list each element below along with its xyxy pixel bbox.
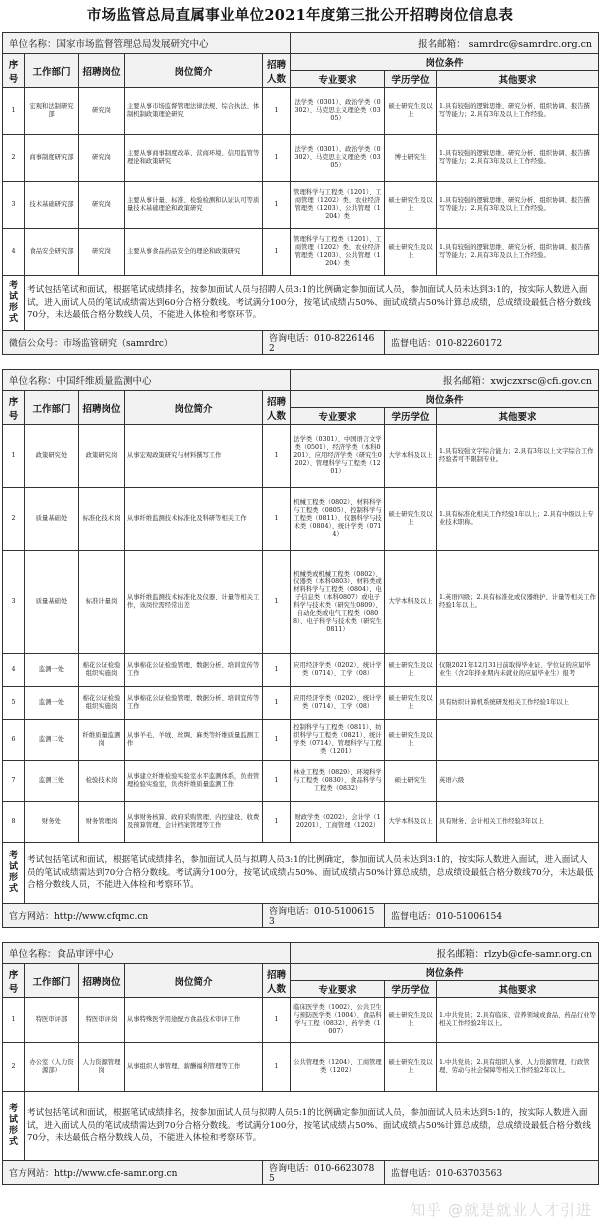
cell-degree: 硕士研究生及以上	[385, 654, 437, 687]
cell-degree: 大学本科及以上	[385, 802, 437, 843]
cell-desc: 从事羊毛、羊绒、丝绸、麻类等纤维质量监测工作	[125, 720, 263, 761]
exam-description: 考试包括笔试和面试，根据笔试成绩排名，参加面试人员与拟聘人员3:1的比例确定，参加面试人员未达到3:1的，按实际人数进入面试，进入面试人员的笔试成绩需达到70分合格分数线。考试满分100分，按笔试成绩占50%、面试成绩占50%计算总成绩，总成绩设最低合格分数线70分，未达最低合格分数线人员，不能进入体检和考察环节。	[25, 843, 599, 904]
cell-no: 1	[3, 998, 25, 1043]
cell-degree: 硕士研究生及以上	[385, 229, 437, 276]
cell-degree: 硕士研究生及以上	[385, 998, 437, 1043]
cell-major: 法学类（0301）、政治学类（0302）、马克思主义理论类（0305）	[291, 135, 385, 182]
exam-label: 考试形式	[3, 276, 25, 331]
cell-desc: 从事财务核算、政府采购管理、内控建设、收费及预算管理、会计档案管理等工作	[125, 802, 263, 843]
cell-no: 6	[3, 720, 25, 761]
cell-dept: 宏观和法制研究部	[25, 88, 79, 135]
exam-description: 考试包括笔试和面试，根据笔试成绩排名，按参加面试人员与拟聘人员5:1的比例确定参加面试人员，参加面试人员未达到5:1的，按实际人数进入面试，进入面试人员的笔试成绩需达到70分合格分数线。考试满分100分，按笔试成绩占50%、面试成绩占50%计算总成绩，总成绩设最低合格分数线70分，未达最低合格分数线人员，不能进入体检和考察环节。	[25, 1092, 599, 1161]
exam-row	[3, 843, 599, 904]
table-row	[3, 551, 599, 654]
cell-count: 1	[263, 998, 291, 1043]
unit-name: 单位名称：国家市场监督管理总局发展研究中心	[3, 33, 291, 54]
cell-no: 4	[3, 229, 25, 276]
gap-cell	[3, 355, 599, 370]
exam-label: 考试形式	[3, 1092, 25, 1161]
header-degree: 学历学位	[385, 408, 437, 425]
cell-post: 纤维质量监测岗	[79, 720, 125, 761]
header-other: 其他要求	[437, 408, 599, 425]
cell-post: 标准化技术岗	[79, 488, 125, 551]
header-major: 专业要求	[291, 408, 385, 425]
header-conditions: 岗位条件	[291, 964, 599, 981]
cell-degree: 大学本科及以上	[385, 551, 437, 654]
cell-desc: 从事特殊医学用途配方食品技术审评工作	[125, 998, 263, 1043]
cell-major: 法学类（0301）、中国语言文学类（0501）、经济学类（本科0201）、应用经济学类（研究生0202）、管理科学与工程类（1201）	[291, 425, 385, 488]
cell-other: 1.具有较强的逻辑思维、研究分析、组织协调、报告撰写等能力；2.具有3年及以上工作经验。	[437, 88, 599, 135]
cell-other: 1.具有较强文字综合能力；2.具有3年以上文字综合工作经验者可不限制专业。	[437, 425, 599, 488]
cell-degree: 硕士研究生及以上	[385, 1043, 437, 1092]
cell-dept: 食品安全研究部	[25, 229, 79, 276]
footer-row	[3, 904, 599, 928]
cell-no: 2	[3, 135, 25, 182]
cell-degree: 硕士研究生	[385, 761, 437, 802]
cell-other	[437, 720, 599, 761]
cell-post: 棉花公证检验组织实施岗	[79, 654, 125, 687]
cell-other: 1.中共党员；2.具有组织人事、人力资源管理、行政管理、劳动与社会保障等相关工作经验2年以上。	[437, 1043, 599, 1092]
table-row	[3, 761, 599, 802]
cell-post: 标准计量岗	[79, 551, 125, 654]
cell-other: 1.具有标准化相关工作经验1年以上；2.具有中级以上专业技术职称。	[437, 488, 599, 551]
cell-desc: 从事建立纤维检验实验室水平监测体系，负责管理检验实验室，负责纤维质量监测工作	[125, 761, 263, 802]
header-seq: 序号	[3, 391, 25, 425]
footer-supervision-phone: 监督电话：010-63703563	[385, 1161, 599, 1185]
unit-name: 单位名称：中国纤维质量监测中心	[3, 370, 291, 391]
header-count: 招聘人数	[263, 964, 291, 998]
header-post: 招聘岗位	[79, 391, 125, 425]
header-desc: 岗位简介	[125, 391, 263, 425]
header-degree: 学历学位	[385, 981, 437, 998]
footer-supervision-phone: 监督电话：010-82260172	[385, 331, 599, 355]
cell-dept: 监测一处	[25, 687, 79, 720]
cell-other: 仅限2021年12月31日前取得毕业证、学位证的应届毕业生（含2年择业期内未就业的应届毕业生）报考	[437, 654, 599, 687]
cell-dept: 技术基础研究部	[25, 182, 79, 229]
cell-desc: 主要从事食品药品安全的理论和政策研究	[125, 229, 263, 276]
header-seq: 序号	[3, 964, 25, 998]
table-row	[3, 488, 599, 551]
cell-major: 应用经济学类（0202）、统计学类（0714）、工学（08）	[291, 654, 385, 687]
header-count: 招聘人数	[263, 391, 291, 425]
cell-degree: 硕士研究生及以上	[385, 88, 437, 135]
header-desc: 岗位简介	[125, 964, 263, 998]
cell-desc: 主要从事计量、标准、检验检测和认证认可等质量技术基础理论和政策研究	[125, 182, 263, 229]
cell-no: 3	[3, 551, 25, 654]
table-row	[3, 720, 599, 761]
cell-desc: 从事纤维监测技术标准化及仪器、计量等相关工作，该岗位需经常出差	[125, 551, 263, 654]
cell-count: 1	[263, 488, 291, 551]
cell-dept: 监测三处	[25, 761, 79, 802]
cell-no: 4	[3, 654, 25, 687]
table-row	[3, 1043, 599, 1092]
unit-name: 单位名称：食品审评中心	[3, 943, 291, 964]
header-desc: 岗位简介	[125, 54, 263, 88]
document-title: 市场监管总局直属事业单位2021年度第三批公开招聘岗位信息表	[86, 7, 514, 24]
job-table-body	[3, 33, 599, 1185]
cell-other: 1.具有较强的逻辑思维、研究分析、组织协调、报告撰写等能力；2.具有3年及以上工作经验。	[437, 135, 599, 182]
cell-other: 1.英语四级；2.具有标准化或仪器维护、计量等相关工作经验1年以上。	[437, 551, 599, 654]
header-other: 其他要求	[437, 981, 599, 998]
job-table	[2, 32, 599, 1185]
cell-desc: 主要从事市场监督管理法律法规、综合执法、体制机制政策理论研究	[125, 88, 263, 135]
cell-other: 具有纺织计算机系统研发相关工作经验1年以上	[437, 687, 599, 720]
cell-post: 研究岗	[79, 135, 125, 182]
cell-no: 5	[3, 687, 25, 720]
unit-row	[3, 370, 599, 391]
cell-dept: 特医审评部	[25, 998, 79, 1043]
cell-desc: 从事纤维监测技术标准化及科研等相关工作	[125, 488, 263, 551]
cell-other: 英语六级	[437, 761, 599, 802]
exam-label: 考试形式	[3, 843, 25, 904]
cell-count: 1	[263, 135, 291, 182]
cell-desc: 从事组织人事管理、薪酬福利管理等工作	[125, 1043, 263, 1092]
footer-phone: 咨询电话：010-66230785	[263, 1161, 385, 1185]
cell-degree: 博士研究生	[385, 135, 437, 182]
footer-contact: 微信公众号：市场监管研究（samrdrc）	[3, 331, 263, 355]
section-gap	[3, 355, 599, 370]
header-post: 招聘岗位	[79, 964, 125, 998]
cell-dept: 商事制度研究部	[25, 135, 79, 182]
section-gap	[3, 928, 599, 943]
footer-supervision-phone: 监督电话：010-51006154	[385, 904, 599, 928]
cell-degree: 大学本科及以上	[385, 425, 437, 488]
footer-phone: 咨询电话：010-82261462	[263, 331, 385, 355]
table-row	[3, 802, 599, 843]
exam-row	[3, 1092, 599, 1161]
cell-post: 政策研究岗	[79, 425, 125, 488]
cell-major: 管理科学与工程类（1201）、工商管理（1202）类、农业经济管理类（1203）、公共管理（1204）类	[291, 182, 385, 229]
cell-other: 具有财务、会计相关工作经验3年以上	[437, 802, 599, 843]
table-row	[3, 182, 599, 229]
cell-count: 1	[263, 720, 291, 761]
gap-cell	[3, 928, 599, 943]
cell-dept: 政策研究处	[25, 425, 79, 488]
watermark: 知乎 @就是就业人才引进	[410, 1201, 592, 1219]
cell-desc: 从事棉花公证检验管理、数据分析、培训宣传等工作	[125, 687, 263, 720]
cell-major: 管理科学与工程类（1201）、工商管理（1202）类、农业经济管理类（1203）、公共管理（1204）类	[291, 229, 385, 276]
cell-no: 2	[3, 1043, 25, 1092]
cell-count: 1	[263, 551, 291, 654]
cell-count: 1	[263, 1043, 291, 1092]
cell-desc: 从事棉花公证检验管理、数据分析、培训宣传等工作	[125, 654, 263, 687]
footer-contact: 官方网站：http://www.cfqmc.cn	[3, 904, 263, 928]
header-row	[3, 391, 599, 408]
cell-other: 1.具有较强的逻辑思维、研究分析、组织协调、报告撰写等能力；2.具有3年及以上工作经验。	[437, 229, 599, 276]
signup-email: 报名邮箱： samrdrc@samrdrc.org.cn	[291, 33, 599, 54]
cell-dept: 质量基础处	[25, 551, 79, 654]
cell-post: 研究岗	[79, 182, 125, 229]
cell-major: 临床医学类（1002）、公共卫生与预防医学类（1004）、食品科学与工程（0832）、药学类（1007）	[291, 998, 385, 1043]
cell-post: 研究岗	[79, 88, 125, 135]
cell-major: 法学类（0301）、政治学类（0302）、马克思主义理论类（0305）	[291, 88, 385, 135]
cell-degree: 硕士研究生及以上	[385, 720, 437, 761]
header-count: 招聘人数	[263, 54, 291, 88]
header-post: 招聘岗位	[79, 54, 125, 88]
table-row	[3, 425, 599, 488]
cell-other: 1.具有较强的逻辑思维、研究分析、组织协调、报告撰写等能力；2.具有3年及以上工作经验。	[437, 182, 599, 229]
cell-count: 1	[263, 687, 291, 720]
cell-dept: 监测一处	[25, 654, 79, 687]
cell-count: 1	[263, 761, 291, 802]
signup-email: 报名邮箱：rlzyb@cfe-samr.org.cn	[291, 943, 599, 964]
cell-no: 8	[3, 802, 25, 843]
cell-no: 1	[3, 425, 25, 488]
header-conditions: 岗位条件	[291, 391, 599, 408]
header-major: 专业要求	[291, 71, 385, 88]
table-row	[3, 88, 599, 135]
cell-dept: 办公室（人力资源部）	[25, 1043, 79, 1092]
cell-no: 3	[3, 182, 25, 229]
job-info-document	[2, 0, 598, 1185]
cell-major: 林业工程类（0829）、环境科学与工程类（0830）、食品科学与工程类（0832）	[291, 761, 385, 802]
table-row	[3, 998, 599, 1043]
cell-count: 1	[263, 654, 291, 687]
cell-degree: 硕士研究生及以上	[385, 687, 437, 720]
header-dept: 工作部门	[25, 54, 79, 88]
cell-count: 1	[263, 802, 291, 843]
cell-major: 机械工程类（0802）、材料科学与工程类（0805）、控制科学与工程类（0811）、仪器科学与技术类（0804）、统计学类（0714）	[291, 488, 385, 551]
cell-no: 1	[3, 88, 25, 135]
exam-row	[3, 276, 599, 331]
header-row	[3, 54, 599, 71]
cell-post: 棉花公证检验组织实施岗	[79, 687, 125, 720]
table-row	[3, 229, 599, 276]
cell-count: 1	[263, 182, 291, 229]
header-degree: 学历学位	[385, 71, 437, 88]
table-row	[3, 654, 599, 687]
cell-post: 人力资源管理岗	[79, 1043, 125, 1092]
unit-row	[3, 943, 599, 964]
exam-description: 考试包括笔试和面试，根据笔试成绩排名，按参加面试人员与招聘人员3:1的比例确定参加面试人员，参加面试人员未达到3:1的，按实际人数进入面试，进入面试人员的笔试成绩需达到60分合格分数线。考试满分100分，按笔试成绩占50%、面试成绩占50%计算总成绩，总成绩设最低合格分数线70分，未达最低合格分数线人员，不能进入体检和考察环节。	[25, 276, 599, 331]
cell-major: 财政学类（0202）、会计学（120201）、工商管理（1202）	[291, 802, 385, 843]
cell-desc: 从事宏观政策研究与材料撰写工作	[125, 425, 263, 488]
header-row	[3, 964, 599, 981]
cell-other: 1.中共党员；2.具有临床、营养领域或食品、药品行业等相关工作经验2年以上。	[437, 998, 599, 1043]
footer-phone: 咨询电话：010-51006153	[263, 904, 385, 928]
footer-row	[3, 1161, 599, 1185]
cell-no: 7	[3, 761, 25, 802]
cell-major: 控制科学与工程类（0811）、纺织科学与工程类（0821）、统计学类（0714）、管理科学与工程类（1201）	[291, 720, 385, 761]
cell-major: 机械类或机械工程类（0802）、仪器类（本科0803）、材料类或材料科学与工程类（0804）、电子信息类（本科0807）或电子科学与技术类（研究生0809）、自动化类或电气工程类（0808）、电子科学与技术类（研究生0811）	[291, 551, 385, 654]
header-major: 专业要求	[291, 981, 385, 998]
table-row	[3, 687, 599, 720]
cell-post: 检验技术岗	[79, 761, 125, 802]
cell-dept: 质量基础处	[25, 488, 79, 551]
header-other: 其他要求	[437, 71, 599, 88]
footer-row	[3, 331, 599, 355]
cell-dept: 监测二处	[25, 720, 79, 761]
header-seq: 序号	[3, 54, 25, 88]
cell-count: 1	[263, 88, 291, 135]
cell-degree: 硕士研究生及以上	[385, 182, 437, 229]
cell-major: 应用经济学类（0202）、统计学类（0714）、工学（08）	[291, 687, 385, 720]
cell-degree: 硕士研究生及以上	[385, 488, 437, 551]
cell-dept: 财务处	[25, 802, 79, 843]
unit-row	[3, 33, 599, 54]
header-conditions: 岗位条件	[291, 54, 599, 71]
cell-post: 财务管理岗	[79, 802, 125, 843]
cell-post: 研究岗	[79, 229, 125, 276]
cell-major: 公共管理类（1204）、工商管理类（1202）	[291, 1043, 385, 1092]
cell-count: 1	[263, 425, 291, 488]
signup-email: 报名邮箱：xwjczxrsc@cfi.gov.cn	[291, 370, 599, 391]
cell-desc: 主要从事商事制度改革、营商环境、信用监管等理论和政策研究	[125, 135, 263, 182]
header-dept: 工作部门	[25, 964, 79, 998]
table-row	[3, 135, 599, 182]
header-dept: 工作部门	[25, 391, 79, 425]
cell-post: 特医审评岗	[79, 998, 125, 1043]
cell-no: 2	[3, 488, 25, 551]
cell-count: 1	[263, 229, 291, 276]
footer-contact: 官方网站：http://www.cfe-samr.org.cn	[3, 1161, 263, 1185]
